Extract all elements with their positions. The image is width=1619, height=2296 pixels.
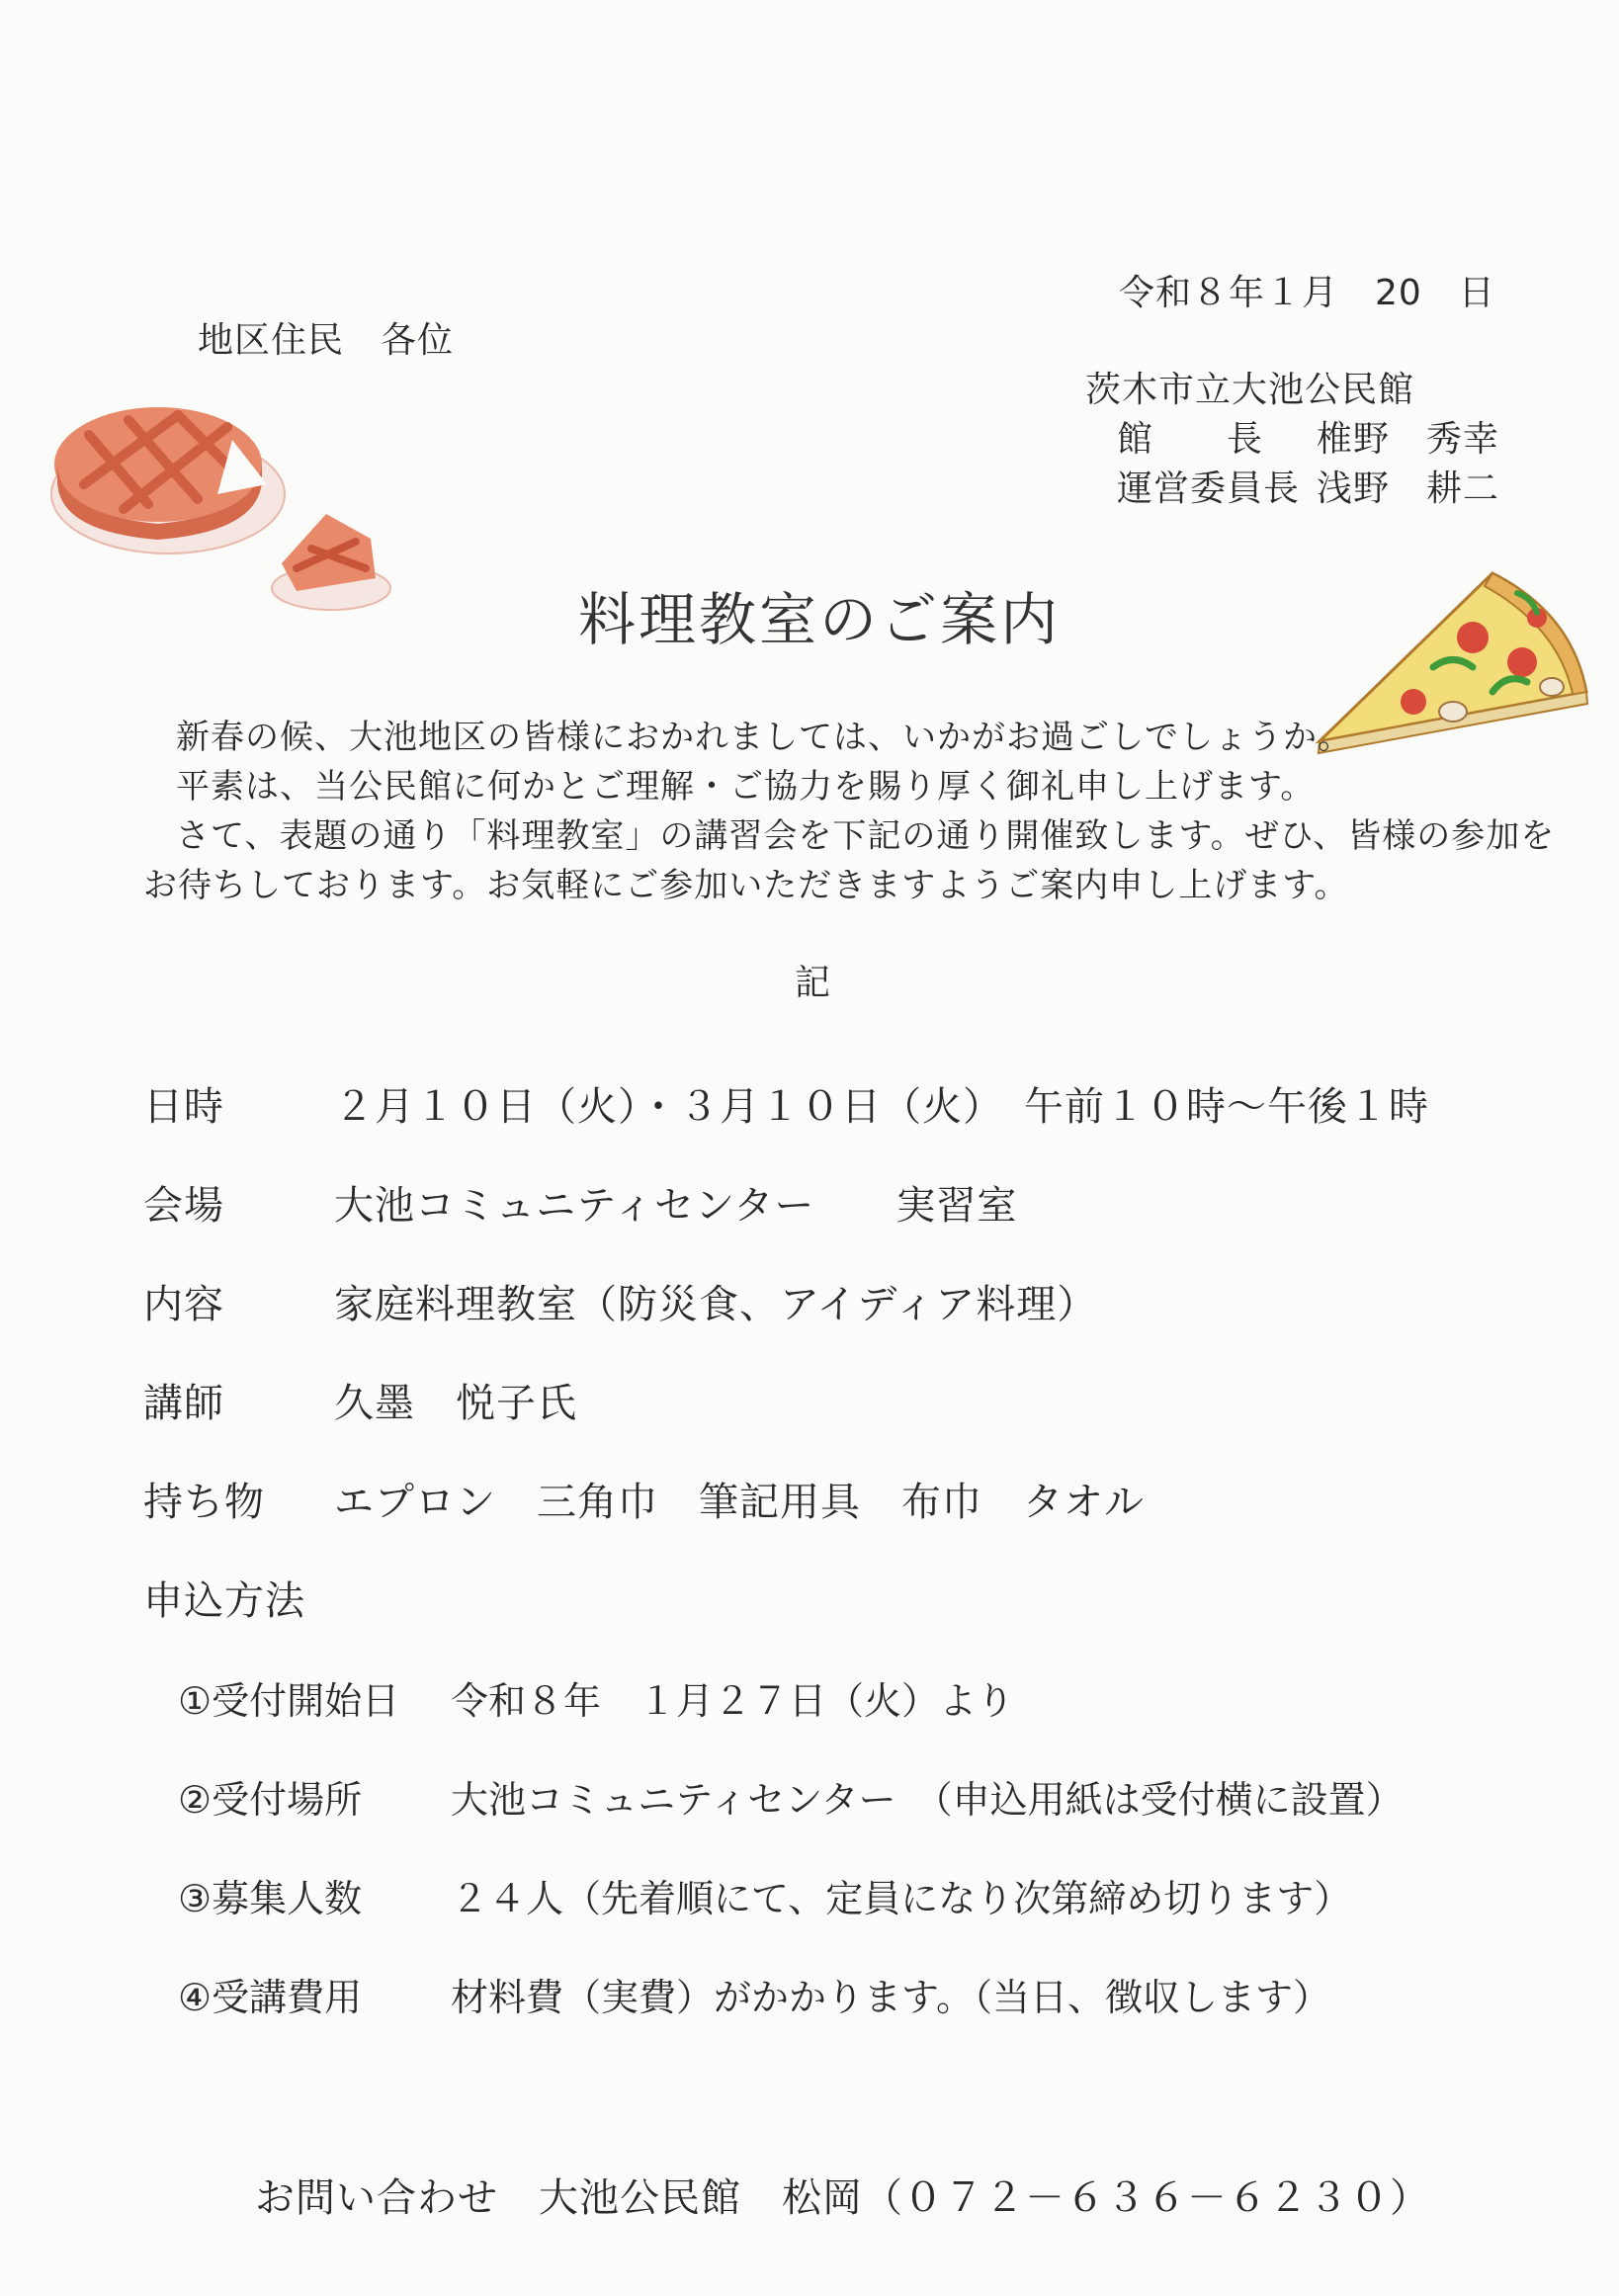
body-line-3: さて、表題の通り「料理教室」の講習会を下記の通り開催致します。ぜひ、皆様の参加を — [176, 816, 1556, 856]
issue-date: 令和８年１月 20 日 — [1119, 273, 1495, 313]
application-value-fee: 材料費（実費）がかかります。（当日、徴収します） — [451, 1976, 1330, 2019]
detail-value-content: 家庭料理教室（防災食、アイディア料理） — [334, 1282, 1098, 1327]
detail-label-datetime: 日時 — [143, 1084, 224, 1130]
ki-mark: 記 — [795, 963, 832, 1003]
body-line-4: お待ちしております。お気軽にご参加いただきますようご案内申し上げます。 — [143, 866, 1349, 905]
application-label-capacity: ③募集人数 — [178, 1877, 363, 1920]
sender-name-2: 浅野 耕二 — [1317, 468, 1500, 509]
sender-role-2: 運営委員長 — [1117, 468, 1301, 509]
body-line-2: 平素は、当公民館に何かとご理解・ご協力を賜り厚く御礼申し上げます。 — [176, 767, 1316, 807]
recipient: 地区住民 各位 — [198, 320, 455, 361]
detail-value-venue: 大池コミュニティセンター 実習室 — [334, 1183, 1018, 1229]
application-label-fee: ④受講費用 — [178, 1976, 363, 2019]
sender-role-1: 館 長 — [1117, 419, 1264, 460]
detail-label-instructor: 講師 — [143, 1381, 224, 1426]
sender-name-1: 椎野 秀幸 — [1317, 419, 1500, 460]
application-label-start: ①受付開始日 — [178, 1679, 400, 1723]
detail-label-belongings: 持ち物 — [143, 1480, 265, 1525]
sender-org: 茨木市立大池公民館 — [1085, 370, 1415, 410]
detail-value-instructor: 久墨 悦子氏 — [334, 1381, 577, 1426]
contact-footer: お問い合わせ 大池公民館 松岡（０７２－６３６－６２３０） — [255, 2175, 1430, 2221]
application-value-capacity: ２４人（先着順にて、定員になり次第締め切ります） — [451, 1877, 1352, 1920]
body-line-1: 新春の候、大池地区の皆様におかれましては、いかがお過ごしでしょうか。 — [176, 718, 1352, 757]
detail-label-application: 申込方法 — [143, 1578, 305, 1624]
detail-value-datetime: ２月１０日（火）・３月１０日（火） 午前１０時～午後１時 — [334, 1084, 1429, 1130]
detail-label-content: 内容 — [143, 1282, 224, 1327]
application-value-place: 大池コミュニティセンター （申込用紙は受付横に設置） — [451, 1778, 1404, 1822]
application-label-place: ②受付場所 — [178, 1778, 363, 1822]
detail-label-venue: 会場 — [143, 1183, 224, 1229]
page-title: 料理教室のご案内 — [578, 586, 1062, 653]
apple-pie-illustration — [30, 366, 405, 633]
application-value-start: 令和８年 １月２７日（火）より — [451, 1679, 1015, 1723]
detail-value-belongings: エプロン 三角巾 筆記用具 布巾 タオル — [334, 1480, 1145, 1525]
